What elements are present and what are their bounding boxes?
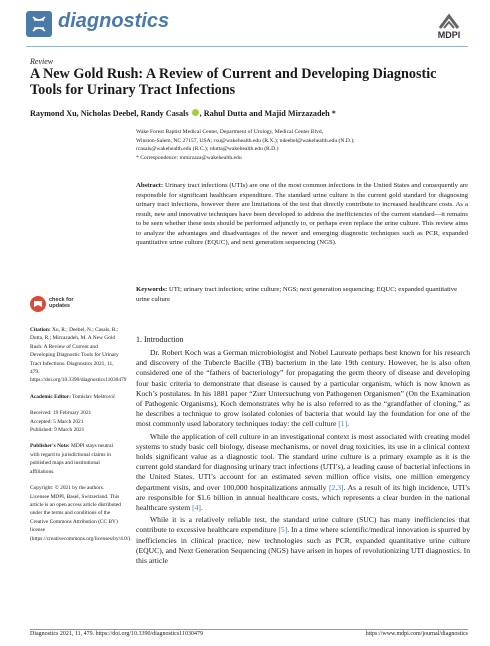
article-title: A New Gold Rush: A Review of Current and Developing Diagnostic Tools for Urinary Tract Infections	[30, 66, 437, 98]
author-list	[30, 109, 470, 118]
article-type: Review	[30, 57, 54, 66]
abstract	[136, 181, 468, 248]
footer-journal-url[interactable]: https://www.mdpi.com/journal/diagnostics	[365, 631, 468, 637]
authors-part-2: , Rahul Dutta and Majid Mirzazadeh *	[199, 109, 336, 118]
journal-logo-icon	[26, 11, 52, 37]
affiliation-line: Winston-Salem, NC 27157, USA; rxu@wakehealth.edu (R.X.); ndeebel@wakehealth.edu (N.D.);	[136, 137, 355, 144]
paragraph	[136, 515, 470, 566]
academic-editor	[30, 393, 122, 401]
paragraph-text: . In a time where scientific/medical innovation is spurred by inefficiencies in clinical practice, new technologies such as PCR, expanded quantitative urine culture (EQUC), and Next Generation Sequencing (NGS) have arisen in hopes of revolutionizing UTI diagnostics. In this article	[136, 525, 470, 566]
header-divider	[26, 46, 468, 47]
keywords	[136, 285, 468, 304]
abstract-label: Abstract:	[136, 182, 164, 189]
publisher-note-label: Publisher's Note:	[30, 443, 70, 450]
editor-name: Tomislav Meštrović	[70, 393, 116, 400]
keywords-label: Keywords:	[136, 286, 168, 293]
publisher-name: MDPI	[437, 30, 461, 40]
affiliation-line: rcasals@wakehealth.edu (R.C.); rdutta@wakehealth.edu (R.D.)	[136, 146, 279, 153]
publisher-note-text: MDPI stays neutral with regard to jurisdictional claims in published maps and institutional affiliations.	[30, 443, 113, 475]
reference-link[interactable]: [1]	[338, 419, 348, 429]
paragraph-text: Dr. Robert Koch was a German microbiologist and Nobel Laureate perhaps best known for his research and discovery of the Tubercle Bacille (TB) bacterium in the late 19th century. However, he is also often considered one of the “fathers of bacteriology” for propagating the germ theory of disease and developing four basic criteria to demonstrate that disease is caused by a particular organism, which is now known as Koch’s postulates. In his 1881 paper “Zurr Untersuchung von Pathogenen Organismen” (On the Examination of Pathogenic Organisms), Koch demonstrates why he is also referred to as the “grandfather of cloning,” as he describes a technique to grow isolated colonies of bacteria that would lay the foundation for one of the most commonly used laboratory techniques today: the cell culture	[136, 348, 470, 429]
paragraph-text: .	[347, 419, 350, 429]
authors-part-1: Raymond Xu, Nicholas Deebel, Randy Casals	[30, 109, 189, 118]
paragraph-text: .	[200, 503, 203, 513]
paragraph-text: While it is a relatively reliable test, the standard urine culture (SUC) has many inefficiencies that contribute to excessive healthcare expenditure	[136, 515, 470, 535]
date-published: Published: 9 March 2021	[30, 427, 85, 434]
date-accepted: Accepted: 5 March 2021	[30, 418, 84, 425]
copyright-notice: Copyright: © 2021 by the authors. Licensee MDPI, Basel, Switzerland. This article is an open access article distributed under the terms and conditions of the Creative Commons Attribution (CC BY) license (https://creativecommons.org/licenses/by/4.0/).	[30, 485, 132, 542]
abstract-text: Urinary tract infections (UTIs) are one of the most common infections in the United States and consequently are responsible for significant healthcare expenditure. The standard urine culture is the current gold standard for diagnosing urinary tract infections, however there are limitations of the test that directly contribute to increased healthcare costs. As a result, new and innovative techniques have been developed to address the inefficiencies of the current standard—it remains to be seen whether these tests should be performed adjunctly to, or perhaps even replace the urine culture. This review aims to analyze the advantages and disadvantages of the newer and emerging diagnostic techniques such as PCR, expanded quantitative urine culture (EQUC), and next generation sequencing (NGS).	[136, 182, 468, 246]
bookmark-icon	[33, 300, 43, 308]
paragraph	[136, 348, 470, 430]
paragraph	[136, 432, 470, 514]
paragraph-text: . As a result of its high incidence, UTI’s are responsible for $1.6 billion in annual healthcare costs, which represents a clear burden in the national healthcare system	[136, 482, 470, 513]
footer-citation[interactable]: Diagnostics 2021, 11, 479. https://doi.org/10.3390/diagnostics11030479	[30, 631, 203, 637]
affiliation-line: Wake Forest Baptist Medical Center, Department of Urology, Medical Center Blvd,	[136, 129, 324, 135]
check-updates-line2: updates	[49, 303, 71, 310]
keywords-text: UTI; urinary tract infection; urine culture; NGS; next generation sequencing; EQUC; expanded quantitative urine culture	[136, 286, 458, 303]
journal-name: diagnostics	[58, 10, 170, 32]
sidebar-info	[30, 326, 132, 543]
reference-link[interactable]: [4]	[192, 503, 201, 513]
correspondence-line: * Correspondence: mmirzaza@wakehealth.edu	[136, 154, 242, 161]
orcid-icon[interactable]	[192, 109, 199, 116]
footer-divider	[30, 629, 468, 630]
reference-link[interactable]: [2,3]	[329, 482, 344, 492]
check-updates-line1: check for	[49, 297, 74, 303]
date-received: Received: 19 February 2021	[30, 410, 92, 417]
introduction-body	[136, 348, 470, 568]
publisher-note	[30, 442, 122, 476]
reference-link[interactable]: [5]	[278, 525, 288, 535]
check-for-updates-button[interactable]	[49, 297, 73, 310]
affiliations	[136, 128, 476, 162]
section-heading: 1. Introduction	[136, 335, 184, 344]
editor-label: Academic Editor:	[30, 393, 71, 400]
citation-text[interactable]: Xu, R.; Deebel, N.; Casals, R.; Dutta, R.; Mirzazadeh, M. A New Gold Rush: A Review of Current and Developing Diagnostic Tools for Urinary Tract Infections. Diagnostics 2021, 11, 479. https://doi.org/10.3390/diagnostics11030479	[30, 327, 127, 384]
citation	[30, 326, 127, 385]
citation-label: Citation:	[30, 327, 51, 333]
paragraph-text: While the application of cell culture in an investigational context is most associated with creating model systems to study basic cell biology, disease mechanisms, or novel drug toxicities, its use in a clinical context holds significant value as a diagnostic tool. The standard urine culture is a primary example as it is the current gold standard for diagnosing urinary tract infections (UTI’s), a leading cause of bacterial infections in the United States. UTI’s account for an estimated seven million office visits, one million emergency department visits, and over 100,000 hospitalizations annually	[136, 431, 470, 492]
